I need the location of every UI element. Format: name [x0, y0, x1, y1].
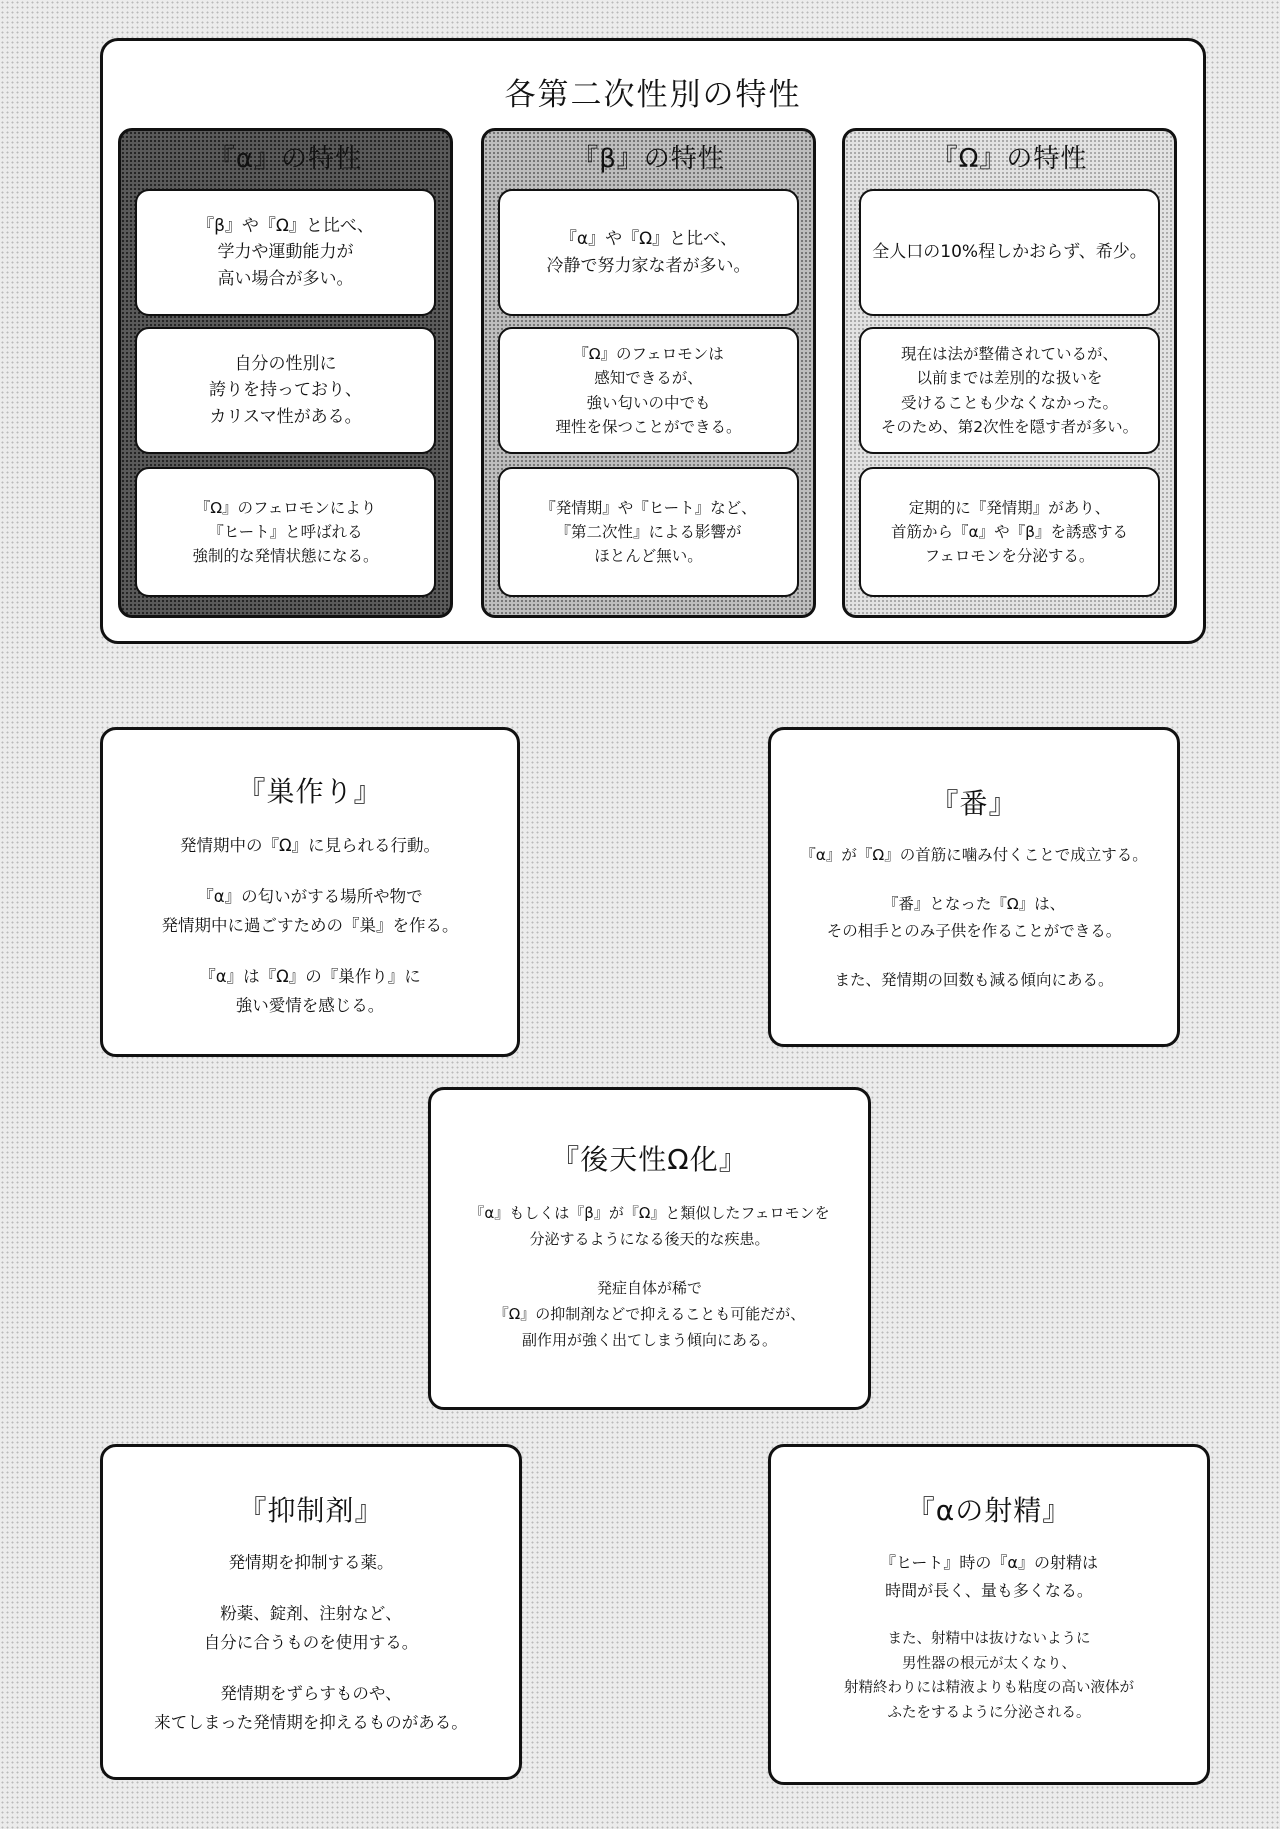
paragraph: 『α』が『Ω』の首筋に噛み付くことで成立する。 — [800, 846, 1148, 864]
card-text: 『Ω』のフェロモンにより 『ヒート』と呼ばれる 強制的な発情状態になる。 — [192, 498, 379, 565]
card-text: 定期的に『発情期』があり、 首筋から『α』や『β』を誘惑する フェロモンを分泌する。 — [890, 498, 1129, 565]
box-body — [779, 842, 1169, 1017]
box-body — [111, 1549, 511, 1759]
paragraph: 発情期を抑制する薬。 — [228, 1553, 394, 1572]
alpha-card — [135, 467, 436, 597]
paragraph: 『番』となった『Ω』は、 その相手とのみ子供を作ることができる。 — [826, 895, 1122, 941]
beta-column-title: 『β』の特性 — [572, 144, 725, 174]
omega-column-title: 『Ω』の特性 — [931, 144, 1088, 174]
paragraph: 『α』もしくは『β』が『Ω』と類似したフェロモンを 分泌するようになる後天的な疾患。 — [469, 1204, 830, 1249]
card-text: 自分の性別に 誇りを持っており、 カリスマ性がある。 — [209, 353, 362, 427]
box-title: 『後天性Ω化』 — [551, 1143, 748, 1176]
acquired-omega-box — [428, 1087, 871, 1410]
card-text: 『β』や『Ω』と比べ、 学力や運動能力が 高い場合が多い。 — [197, 215, 374, 289]
paragraph: 『α』の匂いがする場所や物で 発情期中に過ごすための『巣』を作る。 — [161, 886, 459, 935]
paragraph: 発情期中の『Ω』に見られる行動。 — [179, 836, 441, 855]
omega-card — [859, 467, 1160, 597]
alpha-column-title: 『α』の特性 — [208, 144, 363, 174]
card-text: 全人口の10%程しかおらず、希少。 — [872, 242, 1147, 263]
alpha-card — [135, 327, 436, 454]
box-title: 『番』 — [930, 787, 1018, 820]
beta-card — [498, 327, 799, 454]
alpha-ejaculation-box — [768, 1444, 1210, 1785]
omega-card — [859, 327, 1160, 454]
omega-card — [859, 189, 1160, 316]
beta-card — [498, 467, 799, 597]
paragraph: また、発情期の回数も減る傾向にある。 — [834, 971, 1114, 990]
suppressant-box — [100, 1444, 522, 1780]
box-body — [779, 1549, 1199, 1748]
panel-title: 各第二次性別の特性 — [504, 77, 802, 113]
paragraph: 発情期をずらすものや、 来てしまった発情期を抑えるものがある。 — [154, 1683, 468, 1732]
nest-making-box — [100, 727, 520, 1057]
omega-column — [842, 128, 1177, 618]
box-body — [439, 1200, 860, 1375]
alpha-column — [118, 128, 453, 618]
secondary-gender-panel — [100, 38, 1206, 644]
paragraph: 『ヒート』時の『α』の射精は 時間が長く、量も多くなる。 — [880, 1553, 1098, 1600]
card-text: 『Ω』のフェロモンは 感知できるが、 強い匂いの中でも 理性を保つことができる。 — [555, 345, 742, 436]
box-body — [111, 832, 509, 1042]
alpha-card — [135, 189, 436, 316]
card-text: 『α』や『Ω』と比べ、 冷静で努力家な者が多い。 — [546, 229, 751, 276]
beta-card — [498, 189, 799, 316]
mate-box — [768, 727, 1180, 1047]
box-title: 『巣作り』 — [237, 775, 383, 808]
card-text: 『発情期』や『ヒート』など、 『第二次性』による影響が ほとんど無い。 — [540, 498, 757, 565]
paragraph: 粉薬、錠剤、注射など、 自分に合うものを使用する。 — [203, 1603, 419, 1652]
paragraph: 『α』は『Ω』の『巣作り』に 強い愛情を感じる。 — [199, 966, 421, 1015]
paragraph: 発症自体が稀で 『Ω』の抑制剤などで抑えることも可能だが、 副作用が強く出てしまう傾向にある。 — [493, 1278, 806, 1349]
box-title: 『αの射精』 — [906, 1494, 1072, 1527]
card-text: 現在は法が整備されているが、 以前までは差別的な扱いを 受けることも少なくなかった。 そのため、第2次性を隠す者が多い。 — [880, 345, 1139, 436]
paragraph: また、射精中は抜けないように 男性器の根元が太くなり、 射精終わりには精液よりも粘度の高い液体が ふたをするように分泌される。 — [844, 1631, 1134, 1721]
box-title: 『抑制剤』 — [238, 1494, 384, 1527]
beta-column — [481, 128, 816, 618]
